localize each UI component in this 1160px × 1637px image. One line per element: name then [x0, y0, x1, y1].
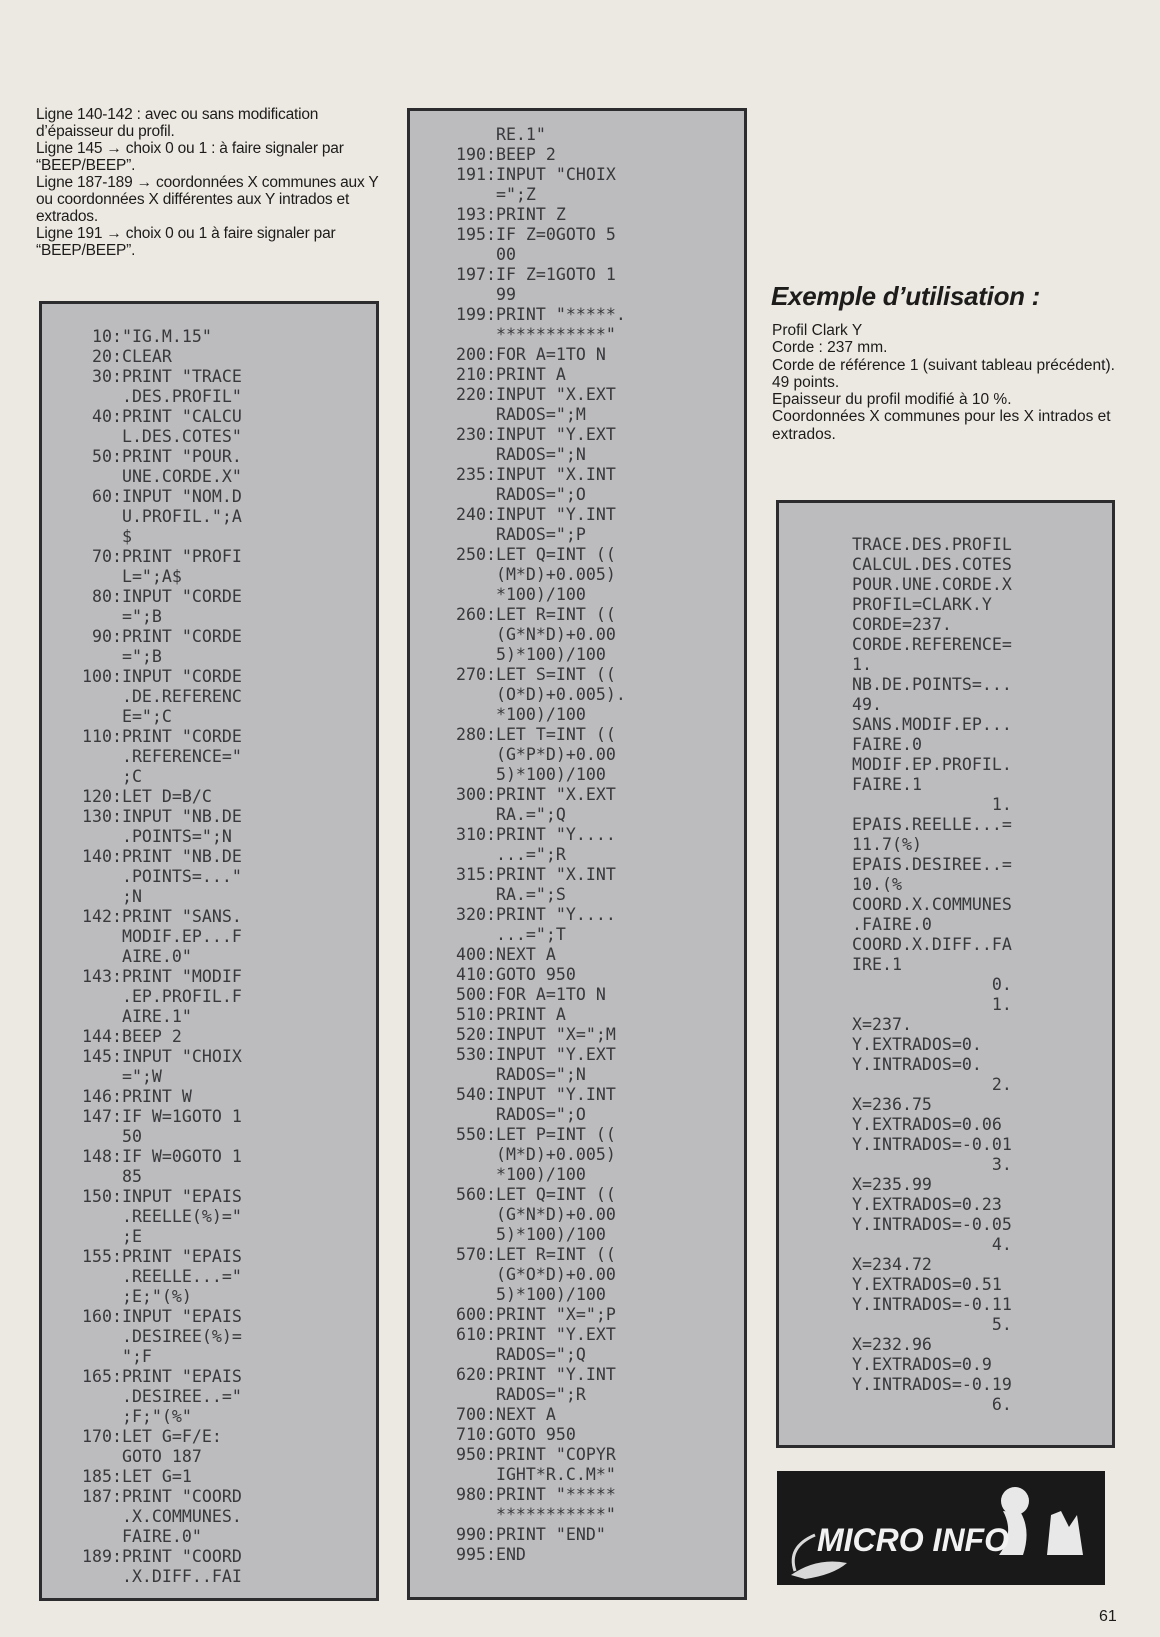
example-line: Profil Clark Y	[772, 322, 863, 339]
example-line: Corde de référence 1 (suivant tableau précédent).	[772, 356, 1115, 374]
note-line: Ligne 187-189 → coordonnées X communes aux Y ou coordonnées X différentes aux Y intrados et extrados.	[36, 174, 379, 225]
example-line: Epaisseur du profil modifié à 10 %.	[772, 391, 1012, 409]
example-title: Exemple d’utilisation :	[771, 281, 1041, 311]
basic-listing-column-2	[407, 108, 747, 1600]
example-line: Corde : 237 mm.	[772, 339, 888, 357]
basic-listing-column-1	[39, 301, 379, 1601]
example-description	[772, 322, 1124, 443]
micro-info-logo	[777, 1471, 1105, 1585]
note-line: Ligne 145 → choix 0 ou 1 : à faire signaler par “BEEP/BEEP”.	[36, 140, 344, 174]
micro-info-logo-icon	[777, 1471, 1105, 1585]
example-line: Coordonnées X communes pour les X intrados et extrados.	[772, 408, 1111, 443]
logo-text: MICRO INFO	[817, 1522, 1009, 1558]
notes	[36, 106, 388, 259]
code-lines-2: RE.1" 190:BEEP 2 191:INPUT "CHOIX =";Z 193:PRINT Z 195:IF Z=0GOTO 5 00 197:IF Z=1GOTO 1 99 199:PRINT "*****. ***********" 200:FOR A=1TO N 210:PRINT A 220:INPUT "X.EXT RADOS=";M 230:INPUT "Y.EXT RADOS=";N 235:INPUT "X.INT RADOS=";O 240:INPUT "Y.INT RADOS=";P 250:LET Q=INT (( (M*D)+0.005) *100)/100 260:LET R=INT (( (G*N*D)+0.00 5)*100)/100 270:LET S=INT (( (O*D)+0.005). *100)/100 280:LET T=INT (( (G*P*D)+0.00 5)*100)/100 300:PRINT "X.EXT RA.=";Q 310:PRINT "Y.... ...=";R 315:PRINT "X.INT RA.=";S 320:PRINT "Y.... ...=";T 400:NEXT A 410:GOTO 950 500:FOR A=1TO N 510:PRINT A 520:INPUT "X=";M 530:INPUT "Y.EXT RADOS=";N 540:INPUT "Y.INT RADOS=";O 550:LET P=INT (( (M*D)+0.005) *100)/100 560:LET Q=INT (( (G*N*D)+0.00 5)*100)/100 570:LET R=INT (( (G*O*D)+0.00 5)*100)/100 600:PRINT "X=";P 610:PRINT "Y.EXT RADOS=";Q 620:PRINT "Y.INT RADOS=";R 700:NEXT A 710:GOTO 950 950:PRINT "COPYR IGHT*R.C.M*" 980:PRINT "***** ***********" 990:PRINT "END" 995:END	[455, 125, 626, 1564]
note-line: Ligne 140-142 : avec ou sans modification d’épaisseur du profil.	[36, 106, 319, 140]
program-output-listing	[776, 500, 1115, 1448]
example-line: 49 points.	[772, 373, 840, 391]
note-line: Ligne 191 → choix 0 ou 1 à faire signaler par “BEEP/BEEP”.	[36, 225, 336, 259]
page-number: 61	[1099, 1608, 1117, 1625]
code-lines-1: 10:"IG.M.15" 20:CLEAR 30:PRINT "TRACE .DES.PROFIL" 40:PRINT "CALCU L.DES.COTES" 50:PRINT "POUR. UNE.CORDE.X" 60:INPUT "NOM.D U.PROFIL.";A $ 70:PRINT "PROFI L=";A$ 80:INPUT "CORDE =";B 90:PRINT "CORDE =";B 100:INPUT "CORDE .DE.REFERENC E=";C 110:PRINT "CORDE .REFERENCE=" ;C 120:LET D=B/C 130:INPUT "NB.DE .POINTS=";N 140:PRINT "NB.DE .POINTS=..." ;N 142:PRINT "SANS. MODIF.EP...F AIRE.0" 143:PRINT "MODIF .EP.PROFIL.F AIRE.1" 144:BEEP 2 145:INPUT "CHOIX =";W 146:PRINT W 147:IF W=1GOTO 1 50 148:IF W=0GOTO 1 85 150:INPUT "EPAIS .REELLE(%)=" ;E 155:PRINT "EPAIS .REELLE...=" ;E;"(%) 160:INPUT "EPAIS .DESIREE(%)= ";F 165:PRINT "EPAIS .DESIREE..=" ;F;"(%" 170:LET G=F/E: GOTO 187 185:LET G=1 187:PRINT "COORD .X.COMMUNES. FAIRE.0" 189:PRINT "COORD .X.DIFF..FAI	[81, 327, 242, 1586]
output-lines: TRACE.DES.PROFIL CALCUL.DES.COTES POUR.UNE.CORDE.X PROFIL=CLARK.Y CORDE=237. CORDE.REFERENCE= 1. NB.DE.POINTS=... 49. SANS.MODIF.EP... FAIRE.0 MODIF.EP.PROFIL. FAIRE.1 1. EPAIS.REELLE...= 11.7(%) EPAIS.DESIREE..= 10.(% COORD.X.COMMUNES .FAIRE.0 COORD.X.DIFF..FA IRE.1 0. 1. X=237. Y.EXTRADOS=0. Y.INTRADOS=0. 2. X=236.75 Y.EXTRADOS=0.06 Y.INTRADOS=-0.01 3. X=235.99 Y.EXTRADOS=0.23 Y.INTRADOS=-0.05 4. X=234.72 Y.EXTRADOS=0.51 Y.INTRADOS=-0.11 5. X=232.96 Y.EXTRADOS=0.9 Y.INTRADOS=-0.19 6.	[852, 535, 1012, 1414]
